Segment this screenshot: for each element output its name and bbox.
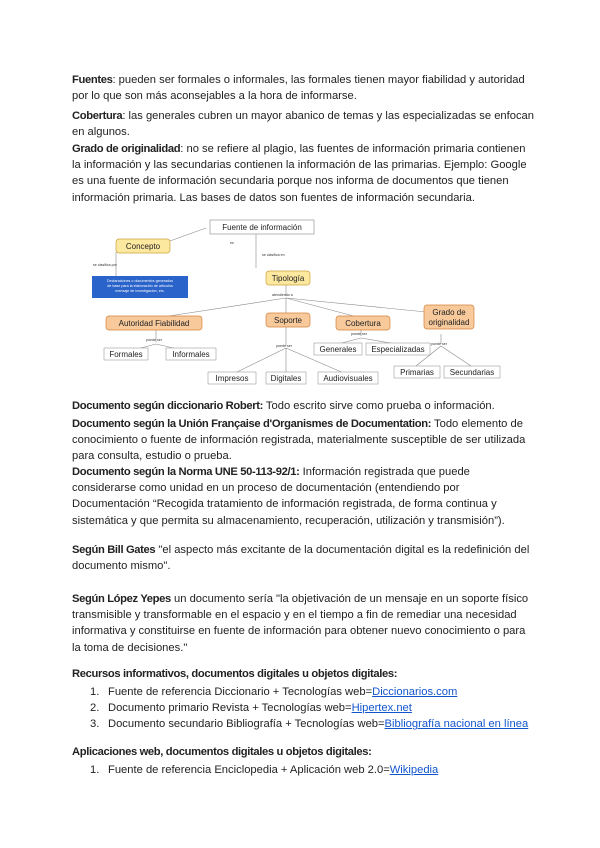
link-hipertex[interactable]: Hipertex.net xyxy=(351,702,412,715)
list-item xyxy=(72,762,438,778)
list-text: Fuente de referencia Enciclopedia + Aplicación web 2.0= xyxy=(108,764,390,776)
connector-hub-grado xyxy=(286,298,426,312)
node-grado-line-1: Grado de xyxy=(432,308,466,317)
text-grado: : no se refiere al plagio, las fuentes de información primaria contienen la información y las secundarias contienen la información de las primarias. Ejemplo: Google es una fuente de información secundaria porque nos informa de documentos que tienen información primaria. Las bases de datos son fuentes de información secundaria. xyxy=(72,143,527,204)
list-item xyxy=(72,684,528,700)
text-norma-une: Información registrada que puede considerarse como unidad en un proceso de documentación (entendiendo por Documentación “Recogida tratamiento de información registrada, de forma continua y sistemática y que permita su almacenamiento, recuperación, utilización y transmisión”). xyxy=(72,466,505,527)
concept-desc-line-2: de base para la elaboración de artículos xyxy=(107,284,173,288)
recursos-heading: Recursos informativos, documentos digitales u objetos digitales: xyxy=(72,668,398,680)
list-text: Documento primario Revista + Tecnologías web= xyxy=(108,702,352,715)
term-fuentes: Fuentes xyxy=(72,74,113,86)
node-grado-line-2: originalidad xyxy=(428,318,470,327)
aplicaciones-heading: Aplicaciones web, documentos digitales u objetos digitales: xyxy=(72,746,372,758)
list-text: Documento secundario Bibliografía + Tecnologías web= xyxy=(108,718,385,731)
term-lopez-yepes: Según López Yepes xyxy=(72,593,171,605)
list-number: 1. xyxy=(90,764,100,776)
node-cobertura: Cobertura xyxy=(345,319,381,328)
concept-desc-line-3: mensaje de investigación, etc. xyxy=(115,289,165,293)
list-text: Fuente de referencia Diccionario + Tecnologías web= xyxy=(108,686,373,698)
leaf-especializadas: Especializadas xyxy=(371,345,425,354)
quote-bill-gates xyxy=(72,542,534,574)
term-bill-gates: Según Bill Gates xyxy=(72,544,156,556)
term-robert: Documento según diccionario Robert: xyxy=(72,400,264,412)
leaf-primarias: Primarias xyxy=(400,368,434,377)
term-union-francaise: Documento según la Unión Française d'Organismes de Documentation: xyxy=(72,418,432,430)
list-item xyxy=(72,700,528,716)
list-number: 1. xyxy=(90,686,100,698)
text-robert: Todo escrito sirve como prueba o información. xyxy=(263,400,495,412)
leaf-informales: Informales xyxy=(172,350,210,359)
leaf-formales: Formales xyxy=(109,350,143,359)
node-soporte: Soporte xyxy=(273,316,303,325)
list-number: 3. xyxy=(90,718,100,731)
link-label-es: es xyxy=(230,241,234,245)
node-concepto: Concepto xyxy=(125,242,161,251)
link-label-puede-ser-1: puede ser xyxy=(146,338,162,342)
def-robert xyxy=(72,398,534,414)
leaf-generales: Generales xyxy=(319,345,357,354)
text-bill-gates: "el aspecto más excitante de la documentación digital es la redefinición del documento mismo". xyxy=(72,544,530,573)
term-norma-une: Documento según la Norma UNE 50-113-92/1: xyxy=(72,466,300,478)
recursos-list xyxy=(72,684,528,733)
quote-lopez-yepes xyxy=(72,591,534,656)
concept-desc-line-1: Declaraciones o documentos generados xyxy=(106,279,174,283)
intro-cobertura xyxy=(72,108,534,140)
link-label-se-clasifica: se clasifica por xyxy=(93,263,117,267)
connector-impresos xyxy=(233,348,286,374)
intro-grado xyxy=(72,141,534,206)
leaf-audiovisuales: Audiovisuales xyxy=(323,374,373,383)
connector-secundarias xyxy=(441,346,471,366)
node-autoridad: Autoridad Fiabilidad xyxy=(118,319,190,328)
list-item xyxy=(72,716,528,732)
intro-fuentes xyxy=(72,72,534,104)
link-label-puede-ser-2: puede ser xyxy=(276,344,292,348)
node-root: Fuente de información xyxy=(222,223,302,232)
leaf-digitales: Digitales xyxy=(270,374,302,383)
node-tipologia: Tipología xyxy=(271,274,305,283)
text-cobertura: : las generales cubren un mayor abanico de temas y las especializadas se enfocan en algunos. xyxy=(72,110,535,139)
aplicaciones-list xyxy=(72,762,438,778)
term-grado: Grado de originalidad xyxy=(72,143,181,155)
def-union-francaise xyxy=(72,416,534,465)
link-label-se-clasifica-en: se clasifica en xyxy=(262,253,285,257)
text-fuentes: : pueden ser formales o informales, las formales tienen mayor fiabilidad y autoridad por lo que son más aconsejables a la hora de informarse. xyxy=(72,74,525,103)
leaf-impresos: Impresos xyxy=(215,374,249,383)
link-label-atendiendo: atendiendo a xyxy=(272,293,293,297)
link-label-puede-ser-4: puede ser xyxy=(431,342,447,346)
link-bibliografia-nacional[interactable]: Bibliografía nacional en línea xyxy=(384,718,529,731)
list-number: 2. xyxy=(90,702,100,715)
link-diccionarios[interactable]: Diccionarios.com xyxy=(372,686,458,698)
text-lopez-yepes: un documento sería "la objetivación de un mensaje en un soporte físico transmisible y transformable en el espacio y en el tiempo a fin de remediar una necesidad informativa y constituirse en fuente de información para obtener nuevo conocimiento o para la toma de decisiones." xyxy=(72,593,529,654)
link-label-puede-ser-3: puede ser xyxy=(351,332,367,336)
link-wikipedia[interactable]: Wikipedia xyxy=(389,764,439,776)
leaf-secundarias: Secundarias xyxy=(449,368,495,377)
def-norma-une xyxy=(72,464,534,529)
text-union-francaise: Todo elemento de conocimiento o fuente de información registrada, materialmente susceptible de ser utilizada para consulta, estudio o prueba. xyxy=(72,418,526,463)
term-cobertura: Cobertura xyxy=(72,110,123,122)
concept-map-diagram xyxy=(86,214,506,390)
